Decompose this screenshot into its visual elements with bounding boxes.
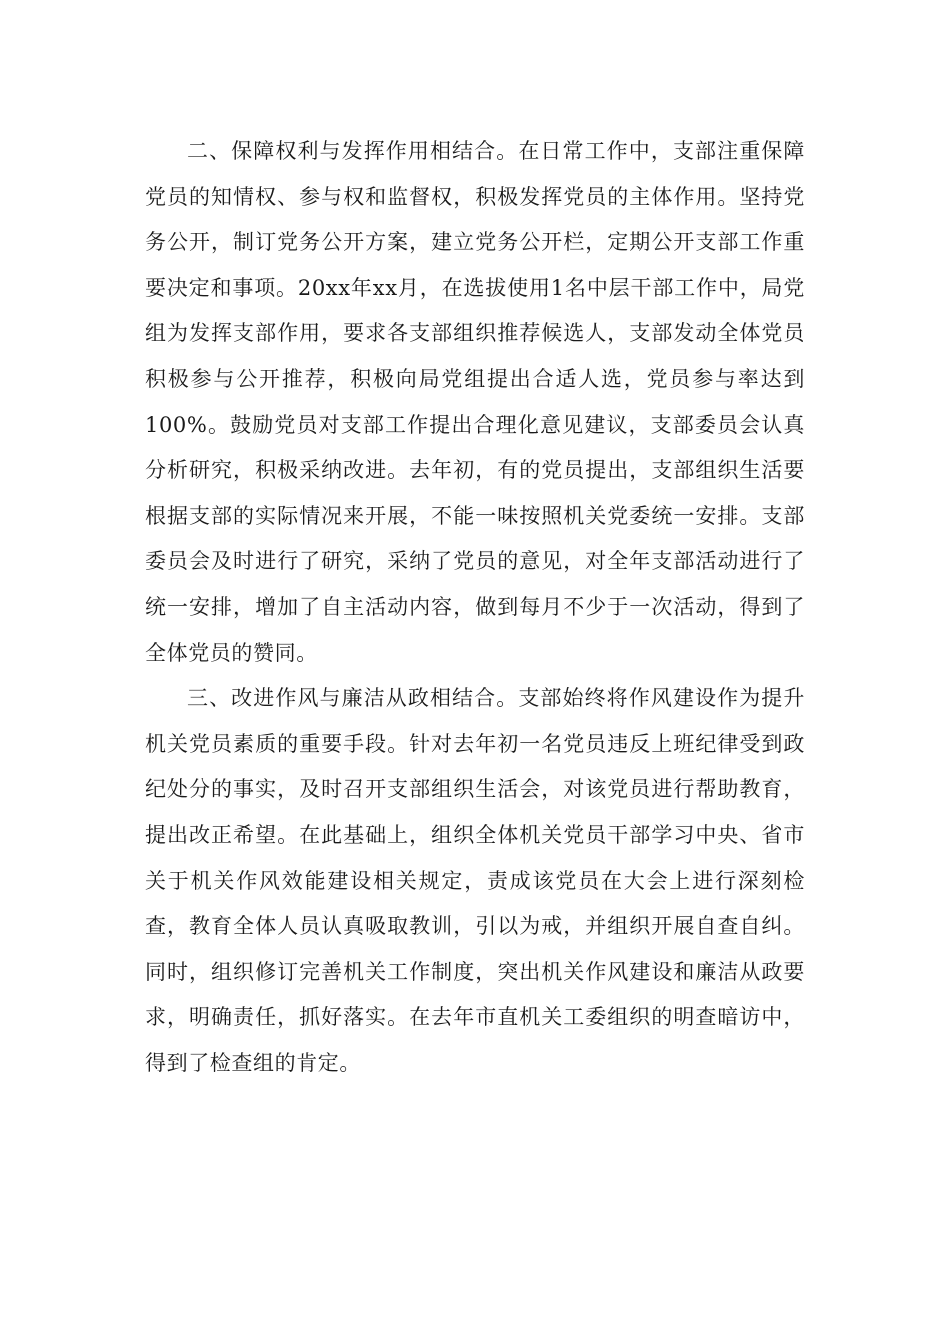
document-body	[145, 129, 805, 1086]
paragraph-section-three: 三、改进作风与廉洁从政相结合。支部始终将作风建设作为提升机关党员素质的重要手段。针对去年初一名党员违反上班纪律受到政纪处分的事实，及时召开支部组织生活会，对该党员进行帮助教育，提出改正希望。在此基础上，组织全体机关党员干部学习中央、省市关于机关作风效能建设相关规定，责成该党员在大会上进行深刻检查，教育全体人员认真吸取教训，引以为戒，并组织开展自查自纠。同时，组织修订完善机关工作制度，突出机关作风建设和廉洁从政要求，明确责任，抓好落实。在去年市直机关工委组织的明查暗访中，得到了检查组的肯定。	[145, 686, 805, 1075]
paragraph-section-two: 二、保障权利与发挥作用相结合。在日常工作中，支部注重保障党员的知情权、参与权和监督权，积极发挥党员的主体作用。坚持党务公开，制订党务公开方案，建立党务公开栏，定期公开支部工作重要决定和事项。20xx年xx月，在选拔使用1名中层干部工作中，局党组为发挥支部作用，要求各支部组织推荐候选人，支部发动全体党员积极参与公开推荐，积极向局党组提出合适人选，党员参与率达到100%。鼓励党员对支部工作提出合理化意见建议，支部委员会认真分析研究，积极采纳改进。去年初，有的党员提出，支部组织生活要根据支部的实际情况来开展，不能一味按照机关党委统一安排。支部委员会及时进行了研究，采纳了党员的意见，对全年支部活动进行了统一安排，增加了自主活动内容，做到每月不少于一次活动，得到了全体党员的赞同。	[145, 139, 805, 665]
